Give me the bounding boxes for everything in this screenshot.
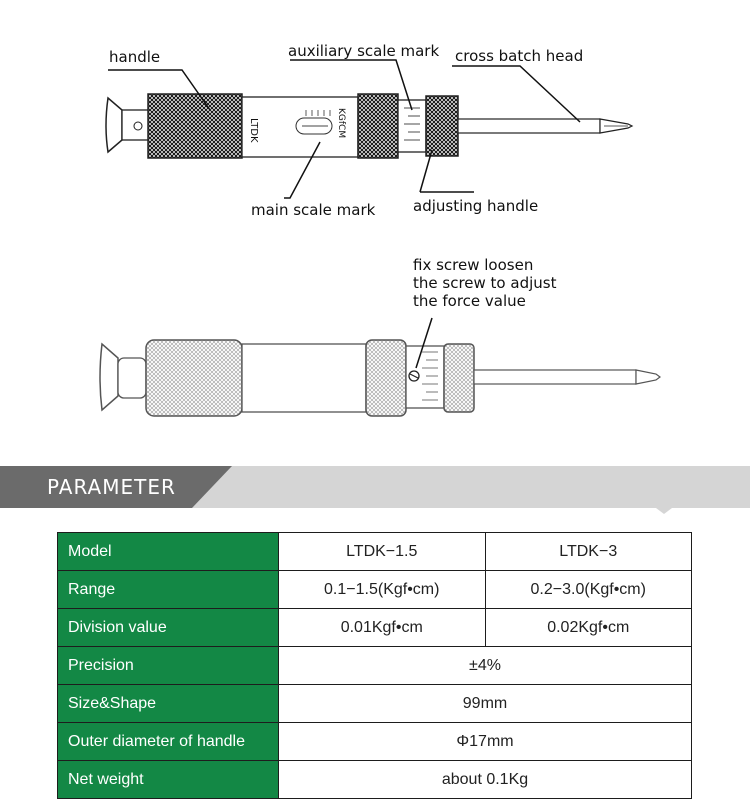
bottom-main-body — [242, 344, 366, 412]
bottom-screwdriver — [100, 340, 660, 416]
table-row — [58, 609, 692, 647]
range-value-1: 0.1−1.5(Kgf•cm) — [279, 571, 486, 609]
callout-handle: handle — [109, 48, 161, 66]
table-row — [58, 533, 692, 571]
parameter-banner — [0, 466, 750, 508]
range-value-2: 0.2−3.0(Kgf•cm) — [485, 571, 692, 609]
body-marking: LTDK — [248, 118, 259, 143]
division-value-2: 0.02Kgf•cm — [485, 609, 692, 647]
precision-value: ±4% — [279, 647, 692, 685]
bottom-collar-knurl — [366, 340, 406, 416]
bottom-bit-tip — [636, 370, 660, 384]
bottom-neck — [118, 358, 146, 398]
callout-fix-screw — [413, 256, 556, 310]
row-label-size: Size&Shape — [58, 685, 279, 723]
row-label-diameter: Outer diameter of handle — [58, 723, 279, 761]
table-row — [58, 647, 692, 685]
division-value-1: 0.01Kgf•cm — [279, 609, 486, 647]
fix-screw-line-2: the screw to adjust — [413, 274, 557, 292]
top-collar-knurl — [358, 94, 398, 158]
bottom-shaft — [474, 370, 636, 384]
model-value-2: LTDK−3 — [485, 533, 692, 571]
table-row — [58, 723, 692, 761]
top-handle-knurl — [148, 94, 242, 158]
callout-adjusting-handle: adjusting handle — [413, 197, 539, 215]
table-row — [58, 685, 692, 723]
diameter-value: Φ17mm — [279, 723, 692, 761]
row-label-range: Range — [58, 571, 279, 609]
bottom-adjusting-knurl — [444, 344, 474, 412]
row-label-division: Division value — [58, 609, 279, 647]
banner-title: PARAMETER — [47, 475, 176, 499]
bottom-end-cap — [100, 344, 118, 410]
top-adjusting-knurl — [426, 96, 458, 156]
top-screwdriver — [106, 94, 632, 158]
row-label-precision: Precision — [58, 647, 279, 685]
fix-screw-line-3: the force value — [413, 292, 526, 310]
callout-auxiliary-scale-mark: auxiliary scale mark — [288, 42, 440, 60]
model-value-1: LTDK−1.5 — [279, 533, 486, 571]
row-label-weight: Net weight — [58, 761, 279, 799]
row-label-model: Model — [58, 533, 279, 571]
callout-main-scale-mark: main scale mark — [251, 201, 376, 219]
bottom-handle-knurl — [146, 340, 242, 416]
parameter-table — [57, 532, 692, 799]
side-marking: KGfCM — [336, 108, 346, 139]
top-end-cap — [106, 98, 122, 152]
size-value: 99mm — [279, 685, 692, 723]
table-row — [58, 571, 692, 609]
callout-cross-batch-head: cross batch head — [455, 47, 584, 65]
banner-notch — [656, 508, 672, 514]
fix-screw-line-1: fix screw loosen — [413, 256, 534, 274]
table-row — [58, 761, 692, 799]
weight-value: about 0.1Kg — [279, 761, 692, 799]
